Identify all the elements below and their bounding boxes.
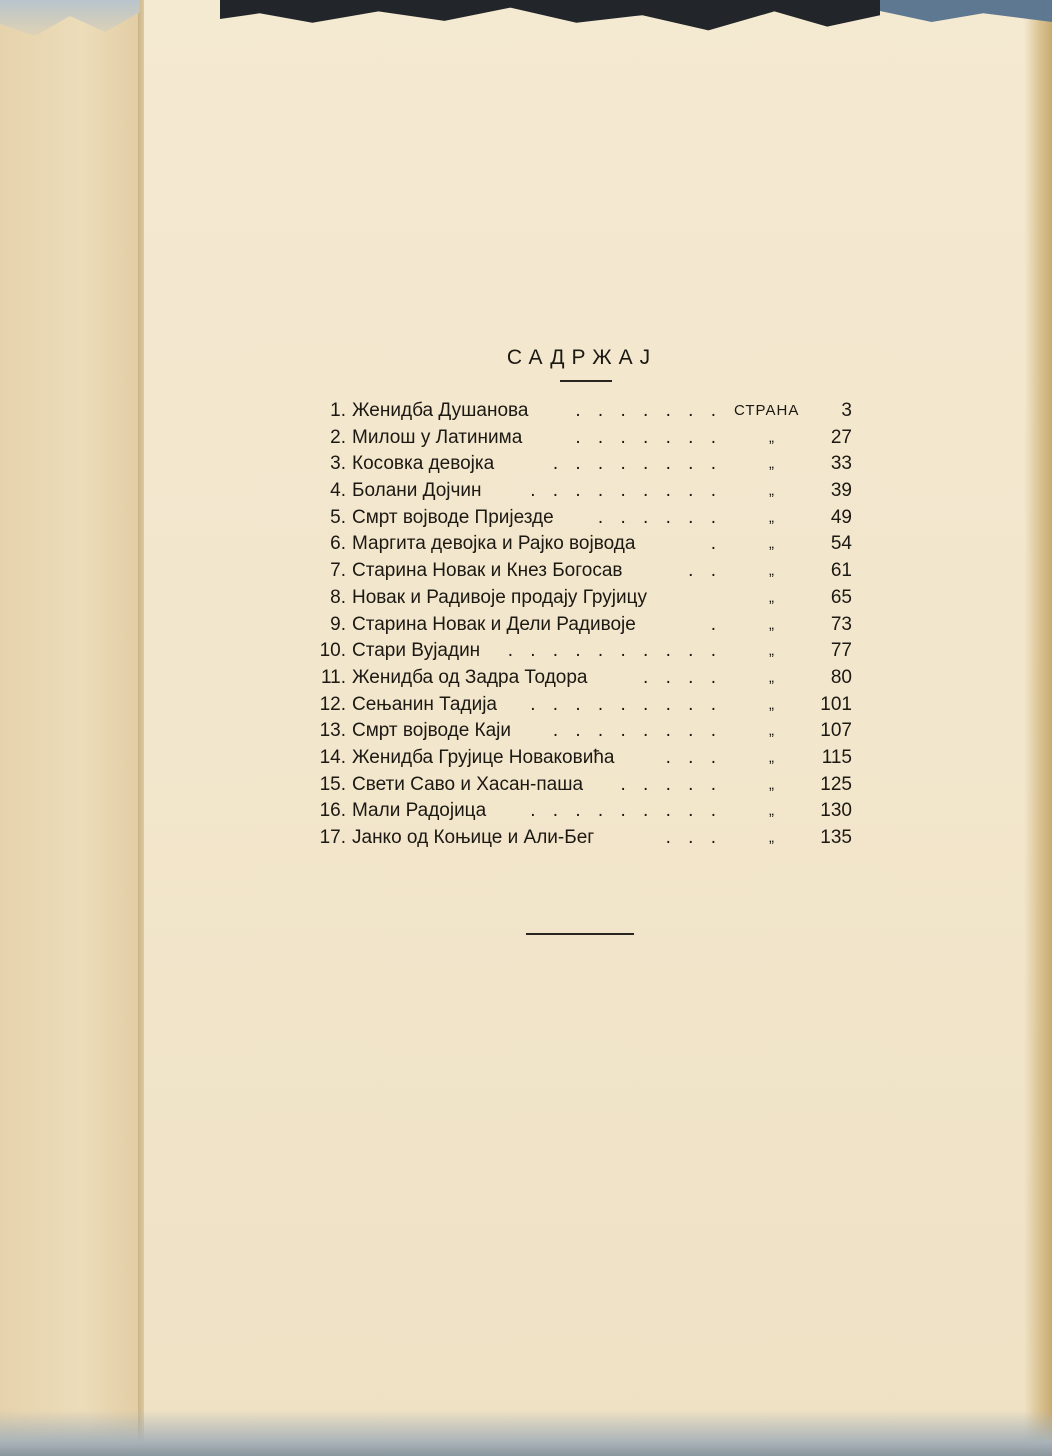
- entry-number: 8.: [330, 586, 346, 608]
- entry-leader-dots: . . .: [665, 746, 722, 768]
- ditto-mark: „: [769, 508, 774, 526]
- entry-title: Болани Дојчин: [352, 480, 482, 502]
- heading-rule: [560, 380, 612, 382]
- contents-entry: [308, 585, 868, 612]
- entry-title: Мали Радојица: [352, 800, 487, 822]
- entry-page-number: 3: [841, 400, 852, 421]
- entry-title: Старина Новак и Кнез Богосав: [352, 560, 623, 582]
- entry-title: Сењанин Тадија: [352, 693, 497, 715]
- entry-page-number: 80: [830, 666, 852, 688]
- entry-leader-dots: . . . . . . . . .: [530, 693, 722, 715]
- entry-page-number: 33: [830, 453, 852, 475]
- entry-number: 9.: [330, 613, 346, 635]
- entry-page-number: 73: [830, 613, 852, 635]
- entry-page-number: 115: [821, 746, 852, 768]
- entry-title: Маргита девојка и Рајко војвода: [352, 533, 636, 555]
- ditto-mark: „: [769, 642, 774, 660]
- page-label: СТРАНА: [734, 402, 800, 419]
- entry-number: 16.: [319, 800, 346, 822]
- left-facing-page: [0, 0, 140, 1456]
- entry-leader-dots: . . . . . . .: [575, 426, 722, 448]
- contents-entry: [308, 398, 868, 425]
- entry-number: 4.: [330, 480, 346, 502]
- entry-title: Новак и Радивоје продају Грујицу: [352, 586, 647, 608]
- ditto-mark: „: [769, 562, 774, 580]
- entry-title: Женидба Душанова: [352, 400, 529, 421]
- entry-title: Смрт војводе Пријезде: [352, 506, 554, 528]
- contents-entry: [308, 531, 868, 558]
- ditto-mark: „: [769, 668, 774, 686]
- contents-entry: [308, 665, 868, 692]
- ditto-mark: „: [769, 588, 774, 606]
- contents-entry: [308, 798, 868, 825]
- entry-number: 7.: [330, 560, 346, 582]
- entry-leader-dots: . . . . .: [620, 773, 722, 795]
- entry-page-number: 130: [820, 800, 852, 822]
- entry-leader-dots: . . .: [665, 827, 722, 848]
- contents-entry: [308, 451, 868, 478]
- entry-title: Стари Вујадин: [352, 640, 481, 662]
- contents-entry: [308, 745, 868, 772]
- contents-entry: [308, 612, 868, 639]
- entry-title: Јанко од Коњице и Али-Бег: [352, 827, 595, 848]
- entry-page-number: 77: [830, 640, 852, 662]
- entry-title: Старина Новак и Дели Радивоје: [352, 613, 636, 635]
- entry-number: 17.: [319, 827, 346, 848]
- entry-number: 2.: [330, 426, 346, 448]
- entry-title: Женидба од Задра Тодора: [352, 666, 588, 688]
- entry-number: 15.: [319, 773, 346, 795]
- entry-leader-dots: .: [710, 533, 722, 555]
- ditto-mark: „: [769, 748, 774, 766]
- ditto-mark: „: [769, 615, 774, 633]
- contents-entry: [308, 505, 868, 532]
- contents-entry: [308, 638, 868, 665]
- entry-page-number: 54: [830, 533, 852, 555]
- entry-leader-dots: . . . . . . . .: [552, 720, 722, 742]
- contents-entry: [308, 692, 868, 719]
- bottom-shadow: [0, 1410, 1052, 1456]
- entry-number: 5.: [330, 506, 346, 528]
- ditto-mark: „: [769, 722, 774, 740]
- entry-number: 3.: [330, 453, 346, 475]
- entry-number: 13.: [319, 720, 346, 742]
- entry-number: 10.: [319, 640, 346, 662]
- ditto-mark: „: [769, 829, 774, 846]
- entry-leader-dots: . . . . . . . . . .: [507, 640, 722, 662]
- entry-number: 6.: [330, 533, 346, 555]
- entry-number: 14.: [319, 746, 346, 768]
- ditto-mark: „: [769, 535, 774, 553]
- ditto-mark: „: [769, 695, 774, 713]
- ditto-mark: „: [769, 455, 774, 473]
- contents-heading: САДРЖАЈ: [506, 346, 658, 369]
- entry-leader-dots: . . . . . . . . .: [530, 480, 722, 502]
- entry-number: 12.: [319, 693, 346, 715]
- entry-title: Смрт војводе Каји: [352, 720, 512, 742]
- entry-number: 11.: [320, 666, 346, 688]
- entry-leader-dots: . .: [688, 560, 722, 582]
- ditto-mark: „: [769, 802, 774, 820]
- entry-page-number: 101: [820, 693, 852, 715]
- entry-leader-dots: . . . . . .: [597, 506, 722, 528]
- contents-list: [308, 398, 868, 852]
- entry-leader-dots: . . . .: [643, 666, 722, 688]
- entry-page-number: 27: [830, 426, 852, 448]
- entry-page-number: 135: [820, 827, 852, 848]
- entry-title: Женидба Грујице Новаковића: [352, 746, 615, 768]
- entry-number: 1.: [330, 400, 346, 421]
- entry-leader-dots: . . . . . . . .: [552, 453, 722, 475]
- entry-page-number: 107: [820, 720, 852, 742]
- ditto-mark: „: [769, 428, 774, 446]
- entry-page-number: 61: [830, 560, 852, 582]
- entry-title: Свети Саво и Хасан-паша: [352, 773, 584, 795]
- entry-title: Косовка девојка: [352, 453, 495, 475]
- entry-leader-dots: . . . . . . .: [575, 400, 722, 421]
- contents-entry: [308, 718, 868, 745]
- entry-leader-dots: .: [710, 613, 722, 635]
- contents-entry: [308, 478, 868, 505]
- contents-entry: [308, 825, 868, 852]
- contents-entry: [308, 425, 868, 452]
- entry-leader-dots: . . . . . . . . .: [530, 800, 722, 822]
- ditto-mark: „: [769, 482, 774, 500]
- entry-page-number: 49: [830, 506, 852, 528]
- entry-page-number: 39: [830, 480, 852, 502]
- entry-page-number: 125: [820, 773, 852, 795]
- contents-entry: [308, 772, 868, 799]
- ditto-mark: „: [769, 775, 774, 793]
- closing-rule: [526, 933, 634, 935]
- page-edge-shadow: [1024, 0, 1052, 1456]
- contents-entry: [308, 558, 868, 585]
- entry-title: Милош у Латинима: [352, 426, 523, 448]
- entry-page-number: 65: [830, 586, 852, 608]
- table-of-contents: [308, 340, 868, 852]
